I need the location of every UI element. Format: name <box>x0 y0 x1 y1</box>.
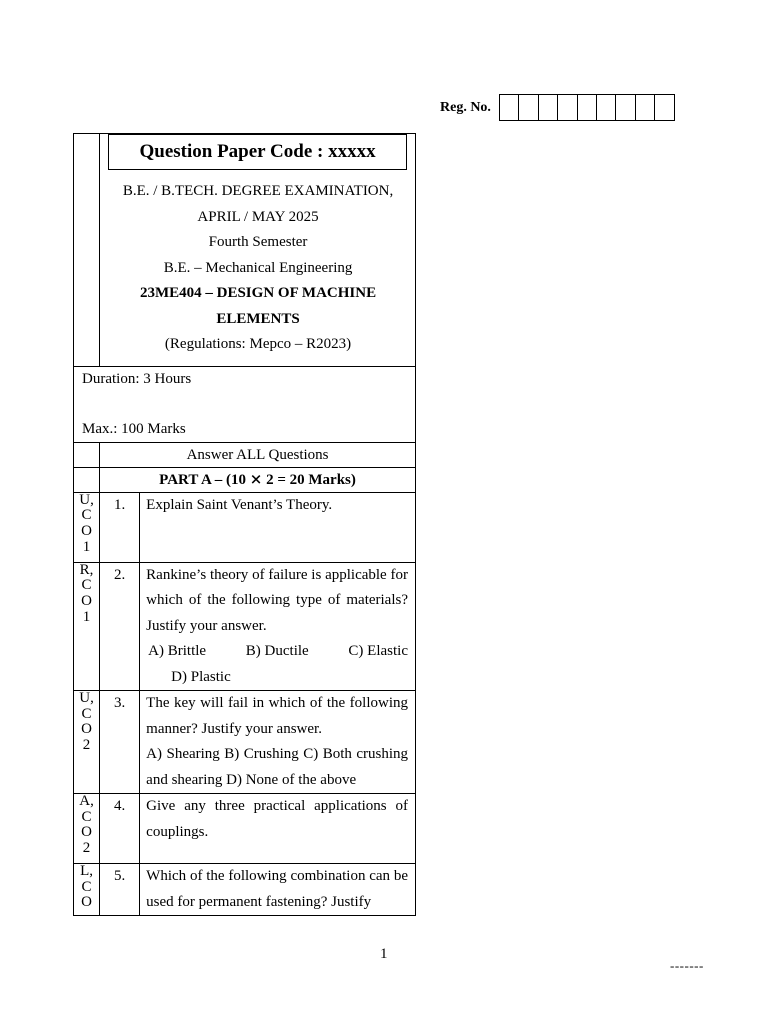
question-cell <box>140 691 416 794</box>
question-row <box>74 691 416 794</box>
reg-no-box[interactable] <box>558 95 577 120</box>
question-paper-code: Question Paper Code : xxxxx <box>108 134 407 170</box>
question-number: 2. <box>100 562 140 691</box>
question-number: 4. <box>100 794 140 864</box>
reg-no-box[interactable] <box>578 95 597 120</box>
header-row <box>74 134 416 367</box>
reg-no-box[interactable] <box>519 95 538 120</box>
co-tag: R, C O 1 <box>74 562 100 691</box>
part-a-heading: PART A – (10 ⨯ 2 = 20 Marks) <box>100 467 416 492</box>
exam-session: APRIL / MAY 2025 <box>197 208 319 225</box>
reg-no-label: Reg. No. <box>440 99 491 115</box>
exam-title: B.E. / B.TECH. DEGREE EXAMINATION, <box>122 183 394 199</box>
question-row <box>74 492 416 562</box>
reg-no-box[interactable] <box>636 95 655 120</box>
question-text: Which of the following combination can be used for permanent fastening? Justify <box>140 864 416 916</box>
question-text: Rankine’s theory of failure is applicable for which of the following type of materials? Justify your answer. <box>146 566 408 634</box>
header-margin-cell <box>74 134 100 367</box>
reg-no-box[interactable] <box>500 95 519 120</box>
reg-no-box[interactable] <box>539 95 558 120</box>
reg-no-box[interactable] <box>655 95 674 120</box>
reg-no-box[interactable] <box>597 95 616 120</box>
option-d: D) Plastic <box>171 668 231 685</box>
duration: Duration: 3 Hours <box>82 370 192 387</box>
options-text: A) Shearing B) Crushing C) Both crushing and shearing D) None of the above <box>146 746 408 788</box>
duration-row <box>74 366 416 442</box>
question-row <box>74 562 416 691</box>
question-number: 1. <box>100 492 140 562</box>
question-number: 5. <box>100 864 140 916</box>
course-title: 23ME404 – DESIGN OF MACHINE ELEMENTS <box>139 285 377 327</box>
question-number: 3. <box>100 691 140 794</box>
continuation-dashes: ------- <box>670 958 704 973</box>
reg-no <box>440 94 675 121</box>
max-marks: Max.: 100 Marks <box>82 420 186 437</box>
options <box>146 639 408 665</box>
department: B.E. – Mechanical Engineering <box>163 259 353 276</box>
semester: Fourth Semester <box>208 234 308 250</box>
instruction: Answer ALL Questions <box>100 442 416 467</box>
co-tag: U, C O 2 <box>74 691 100 794</box>
question-text: The key will fail in which of the following manner? Justify your answer. <box>146 695 408 737</box>
reg-no-boxes[interactable] <box>499 94 676 121</box>
reg-no-box[interactable] <box>616 95 635 120</box>
co-tag: A, C O 2 <box>74 794 100 864</box>
question-text: Give any three practical applications of couplings. <box>140 794 416 864</box>
duration-cell <box>74 366 416 442</box>
co-tag: U, C O 1 <box>74 492 100 562</box>
co-tag: L, C O <box>74 864 100 916</box>
page-number: 1 <box>380 946 388 962</box>
question-cell <box>140 562 416 691</box>
question-text: Explain Saint Venant’s Theory. <box>140 492 416 562</box>
regulations: (Regulations: Mepco – R2023) <box>164 336 352 352</box>
header-cell <box>100 134 416 367</box>
question-paper-table <box>73 133 416 916</box>
option-b: B) Ductile <box>245 643 309 659</box>
question-row <box>74 794 416 864</box>
option-a: A) Brittle <box>148 643 207 659</box>
option-c: C) Elastic <box>348 643 408 659</box>
instruction-row <box>74 442 416 467</box>
part-a-row <box>74 467 416 492</box>
question-row <box>74 864 416 916</box>
